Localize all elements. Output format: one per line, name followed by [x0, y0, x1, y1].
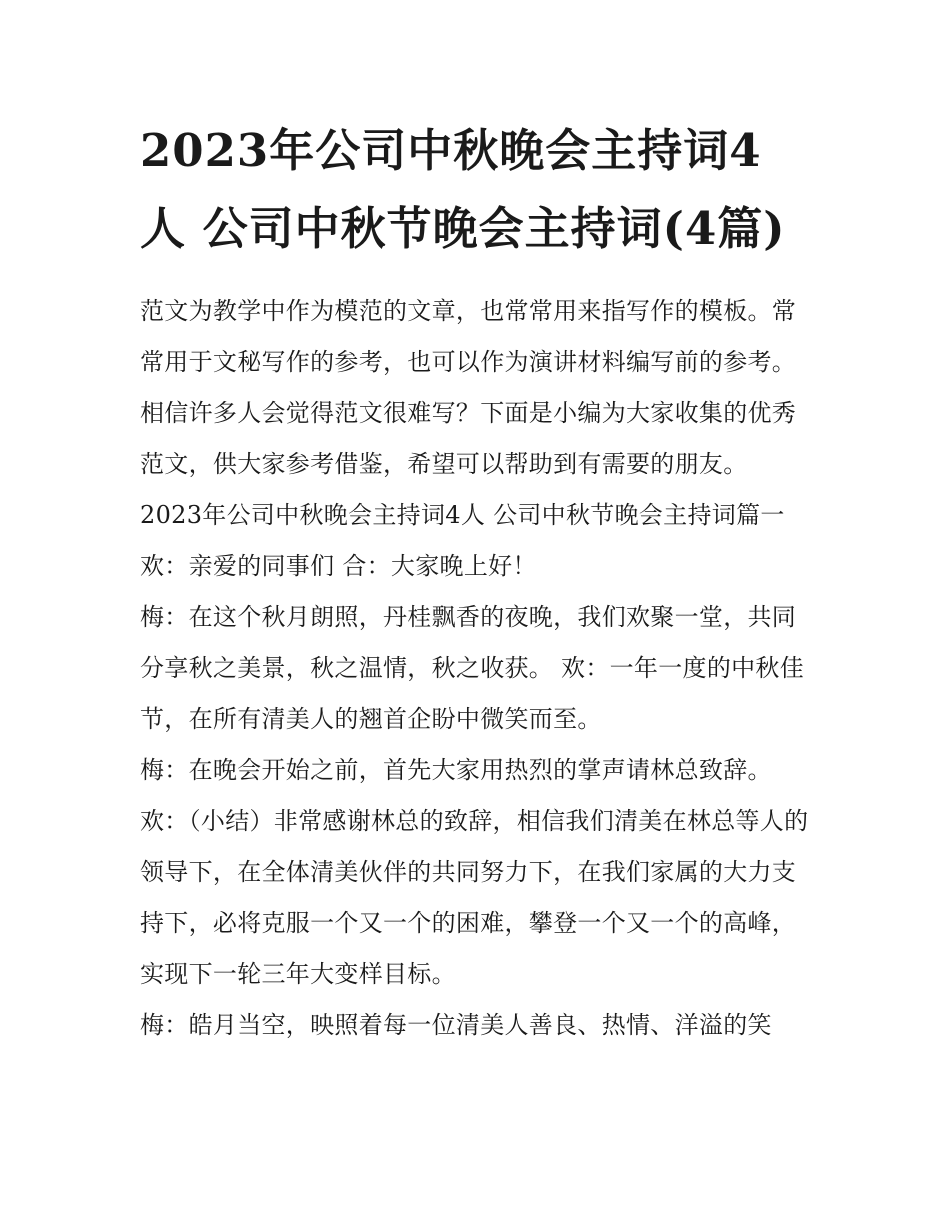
dialogue-line: 欢：（小结）非常感谢林总的致辞，相信我们清美在林总等人的领导下，在全体清美伙伴的共同努力下，在我们家属的大力支持下，必将克服一个又一个的困难，攀登一个又一个的高峰，实现下一轮三年大变样目标。	[140, 807, 809, 988]
section-heading: 2023年公司中秋晚会主持词4人 公司中秋节晚会主持词篇一	[140, 501, 785, 529]
dialogue-line: 梅：皓月当空，映照着每一位清美人善良、热情、洋溢的笑	[140, 1011, 772, 1039]
dialogue-line: 梅：在这个秋月朗照，丹桂飘香的夜晚，我们欢聚一堂，共同分享秋之美景，秋之温情，秋之收获。 欢：一年一度的中秋佳节，在所有清美人的翘首企盼中微笑而至。	[140, 603, 805, 733]
intro-paragraph: 范文为教学中作为模范的文章，也常常用来指写作的模板。常常用于文秘写作的参考，也可以作为演讲材料编写前的参考。相信许多人会觉得范文很难写？下面是小编为大家收集的优秀范文，供大家参考借鉴，希望可以帮助到有需要的朋友。	[140, 297, 797, 478]
dialogue-line: 欢：亲爱的同事们 合：大家晚上好！	[140, 552, 537, 580]
document-body	[140, 286, 820, 1051]
document-page	[140, 112, 820, 1051]
document-title: 2023年公司中秋晚会主持词4人 公司中秋节晚会主持词(4篇)	[140, 124, 786, 255]
dialogue-line: 梅：在晚会开始之前，首先大家用热烈的掌声请林总致辞。	[140, 756, 772, 784]
